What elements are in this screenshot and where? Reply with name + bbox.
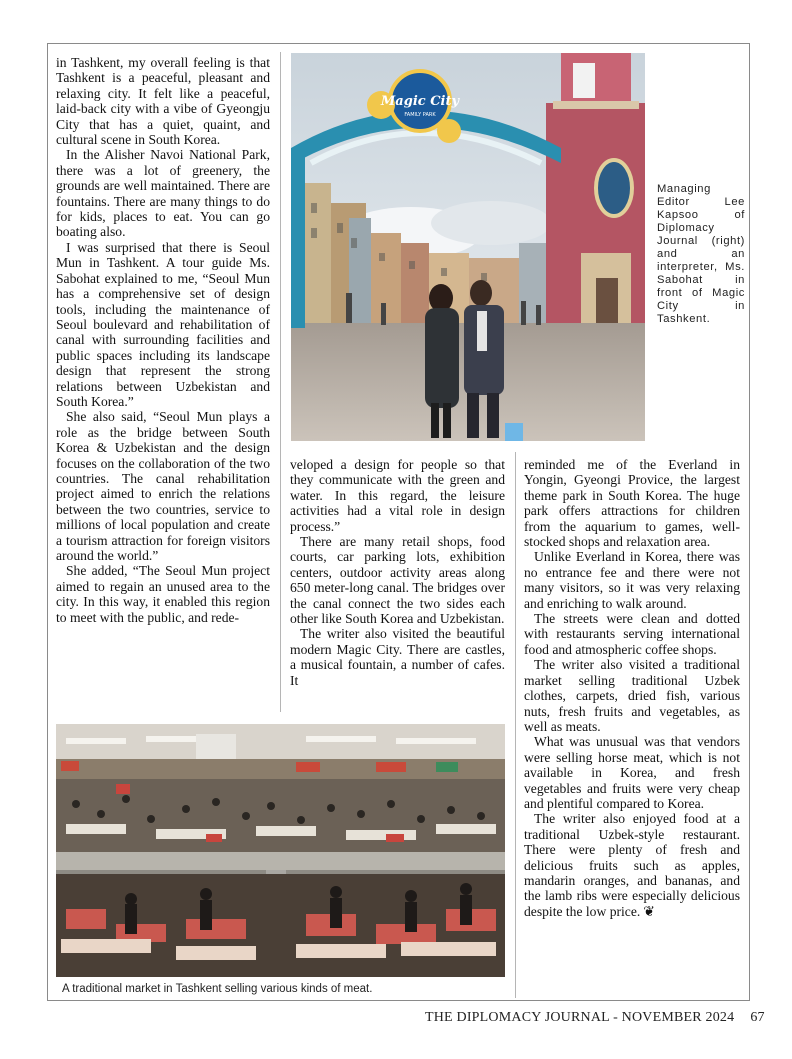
photo-caption-bottom: A traditional market in Tashkent selling various kinds of meat. [62,983,373,995]
paragraph: She also said, “Seoul Mun plays a role as the bridge between South Korea & Uzbekistan and the design focuses on the collaboration of the two countries. The canal rehabilitation project aimed to enrich the relations between the two countries, service to millions of local population and create a tourism attraction for foreign visitors around the world.” [56,409,270,563]
paragraph: veloped a design for people so that they communicate with the green and water. In this regard, the leisure activities had a vital role in design process.” [290,457,505,534]
paragraph: I was surprised that there is Seoul Mun in Tashkent. A tour guide Ms. Sabohat explained to me, “Seoul Mun has a comprehensive set of design tools, including the maintenance of Seoul boulevard and rehabilitation of canal with surrounding facilities and public spaces including its landscape design that represent the strong relations between Uzbekistan and South Korea.” [56,239,270,409]
paragraph: reminded me of the Everland in Yongin, Gyeongi Provice, the largest theme park in South Korea. The huge park offers attractions for children from the aquarium to games, well-stocked shops and relaxation area. [524,457,740,550]
sign-subtitle: FAMILY PARK [404,112,436,118]
page-number: 67 [750,1010,765,1025]
page-footer [425,1010,765,1026]
photo-caption-side: Managing Editor Lee Kapsoo of Diplomacy Journal (right) and an interpreter, Ms. Sabohat in front of Magic City in Tashkent. [657,183,745,325]
column-2-text [290,457,505,688]
paragraph: There are many retail shops, food courts, car parking lots, exhibition centers, outdoor activity areas along 650 meter-long canal. The bridges over the canal connect the two sides each other like South Korea and Uzbekistan. [290,534,505,627]
paragraph: What was unusual was that vendors were selling horse meat, which is not available in Korea, and fresh vegetables and fruits were very cheap and plentiful compared to Korea. [524,734,740,811]
column-1-text [56,55,270,625]
paragraph: The streets were clean and dotted with restaurants serving international food and atmospheric coffee shops. [524,611,740,657]
paragraph: She added, “The Seoul Mun project aimed to regain an unused area to the city. In this way, it enabled this region to meet with the public, and rede- [56,563,270,625]
paragraph: In the Alisher Navoi National Park, there was a lot of greenery, the grounds are well maintained. There are fountains. There are many things to do for kids, places to eat. You can go boating also. [56,147,270,240]
column-3-text [524,457,740,920]
column-rule [515,452,516,998]
paragraph: The writer also visited the beautiful modern Magic City. There are castles, a musical fountain, a number of cafes. It [290,626,505,688]
paragraph: The writer also visited a traditional market selling traditional Uzbek clothes, carpets, dried fish, various nuts, fresh fruits and vegetables, as well as meats. [524,657,740,734]
paragraph: The writer also enjoyed food at a traditional Uzbek-style restaurant. There were plenty of fresh and delicious fruits such as apples, mandarin oranges, and bananas, and the lamb ribs were especially delicious despite the low price. ❦ [524,811,740,920]
journal-name: THE DIPLOMACY JOURNAL - NOVEMBER 2024 [425,1010,735,1025]
paragraph: in Tashkent, my overall feeling is that Tashkent is a peaceful, pleasant and relaxing city. It felt like a peaceful, laid-back city with a vibe of Gyeongju City that has a quiet, quaint, and cultural scene in South Korea. [56,55,270,148]
end-mark-icon: ❦ [643,904,655,920]
magic-city-photo [291,53,645,441]
column-rule [280,52,281,712]
sign-title: Magic City [380,94,460,109]
market-photo [56,724,505,977]
paragraph: Unlike Everland in Korea, there was no entrance fee and there were not many visitors, so it was very relaxing and enriching to walk around. [524,549,740,611]
